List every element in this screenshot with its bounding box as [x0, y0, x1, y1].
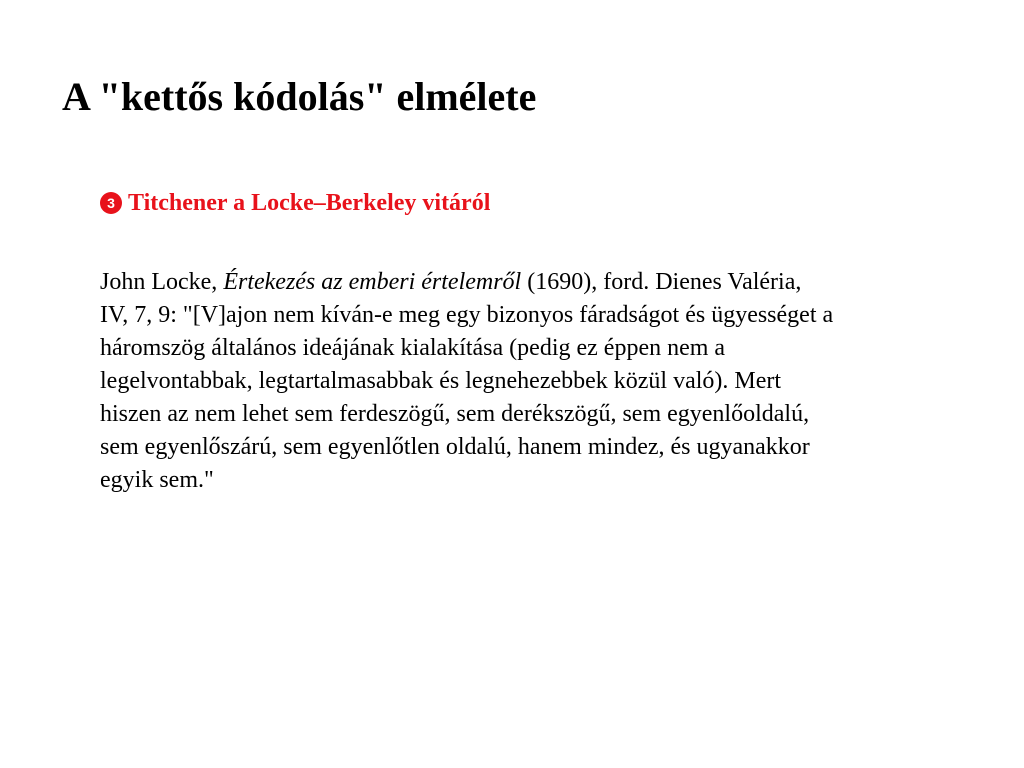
quote-citation-rest: (1690), ford. Dienes Valéria,	[521, 269, 802, 295]
quote-line: háromszög általános ideájának kialakítása (pedig ez éppen nem a	[100, 335, 726, 361]
quote-line: legelvontabbak, legtartalmasabbak és legnehezebbek közül való). Mert	[100, 368, 782, 394]
quote-line: IV, 7, 9: "[V]ajon nem kíván-e meg egy bizonyos fáradságot és ügyességet a	[100, 302, 834, 328]
slide-title: A "kettős kódolás" elmélete	[62, 74, 537, 119]
quote-line: hiszen az nem lehet sem ferdeszögű, sem derékszögű, sem egyenlőoldalú,	[100, 401, 810, 427]
section-heading	[100, 187, 490, 219]
quote-author: John Locke,	[100, 269, 224, 295]
numbered-bullet-icon: 3	[100, 192, 122, 214]
quote-line: sem egyenlőszárú, sem egyenlőtlen oldalú, hanem mindez, és ugyanakkor	[100, 434, 810, 460]
quote-line-citation	[100, 266, 980, 299]
quote-line: egyik sem."	[100, 467, 214, 493]
quote-work-title: Értekezés az emberi értelemről	[223, 269, 522, 295]
quote-paragraph	[100, 266, 980, 497]
section-heading-text: Titchener a Locke–Berkeley vitáról	[128, 190, 491, 216]
